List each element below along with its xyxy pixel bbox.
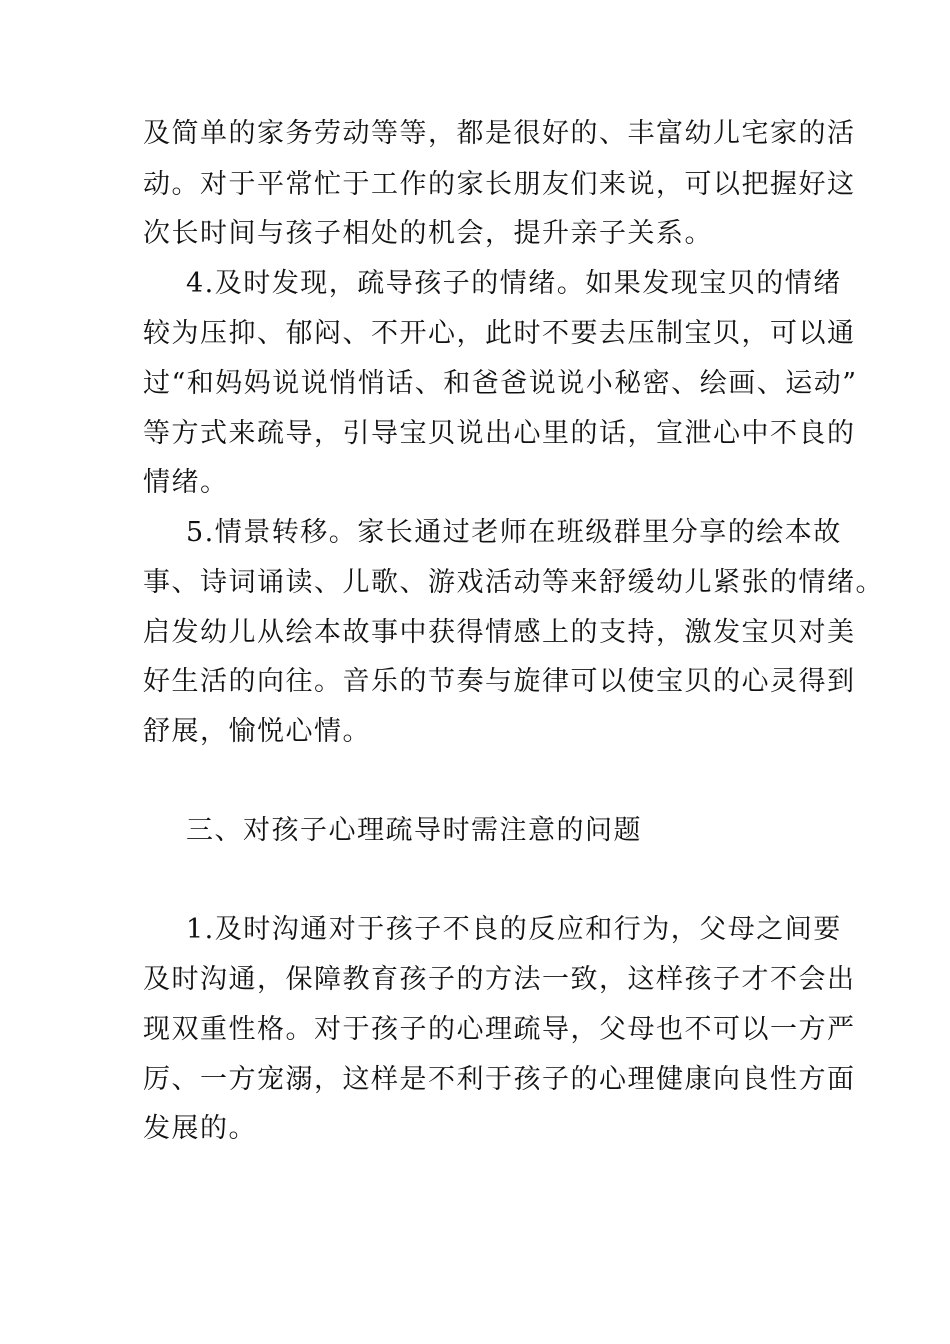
paragraph-line: 舒展，愉悦心情。 [143, 716, 371, 747]
paragraph-line: 及时沟通，保障教育孩子的方法一致，这样孩子才不会出 [143, 964, 856, 995]
paragraph-line: 次长时间与孩子相处的机会，提升亲子关系。 [143, 218, 713, 249]
paragraph-line: 现双重性格。对于孩子的心理疏导，父母也不可以一方严 [143, 1014, 856, 1045]
section-heading: 三、对孩子心理疏导时需注意的问题 [186, 815, 642, 846]
paragraph-line: 事、诗词诵读、儿歌、游戏活动等来舒缓幼儿紧张的情绪。 [143, 567, 884, 598]
paragraph-line: 1.及时沟通对于孩子不良的反应和行为，父母之间要 [186, 914, 842, 945]
paragraph-line: 4.及时发现，疏导孩子的情绪。如果发现宝贝的情绪 [186, 268, 842, 299]
paragraph-line: 较为压抑、郁闷、不开心，此时不要去压制宝贝，可以通 [143, 318, 856, 349]
paragraph-line: 等方式来疏导，引导宝贝说出心里的话，宣泄心中不良的 [143, 418, 856, 449]
paragraph-line: 好生活的向往。音乐的节奏与旋律可以使宝贝的心灵得到 [143, 666, 856, 697]
paragraph-line: 及简单的家务劳动等等，都是很好的、丰富幼儿宅家的活 [143, 118, 856, 149]
paragraph-line: 厉、一方宠溺，这样是不利于孩子的心理健康向良性方面 [143, 1064, 856, 1095]
paragraph-line: 动。对于平常忙于工作的家长朋友们来说，可以把握好这 [143, 169, 856, 200]
paragraph-line: 过“和妈妈说说悄悄话、和爸爸说说小秘密、绘画、运动” [143, 368, 858, 399]
paragraph-line: 5.情景转移。家长通过老师在班级群里分享的绘本故 [186, 517, 842, 548]
paragraph-line: 启发幼儿从绘本故事中获得情感上的支持，激发宝贝对美 [143, 617, 856, 648]
paragraph-line: 情绪。 [143, 467, 229, 498]
paragraph-line: 发展的。 [143, 1113, 257, 1144]
